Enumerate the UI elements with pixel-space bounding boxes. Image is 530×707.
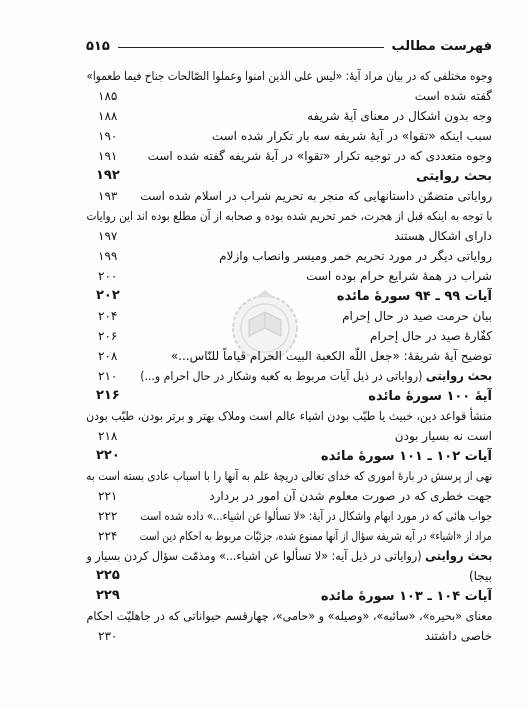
entry-page-number: ۱۹۹ — [98, 249, 118, 263]
entry-title — [140, 326, 492, 346]
toc-entry — [86, 166, 492, 186]
entry-page-number: ۱۸۵ — [98, 89, 118, 103]
entry-title — [86, 406, 492, 426]
toc-entry — [86, 226, 492, 246]
entry-page-number: ۲۲۴ — [98, 529, 118, 543]
entry-title — [140, 166, 492, 186]
entry-page-number: ۲۲۲ — [98, 509, 118, 523]
toc-entry — [86, 586, 492, 606]
entry-heading: آیات ۱۰۴ ـ ۱۰۳ سورهٔ مائده — [320, 589, 492, 604]
entry-text: وجه بدون اشکال در معنای آیهٔ شریفه — [307, 109, 492, 123]
toc-entry — [86, 286, 492, 306]
entry-page-number: ۲۰۸ — [98, 349, 118, 363]
entry-title — [140, 146, 492, 166]
entry-page-number: ۲۱۸ — [98, 429, 118, 443]
entry-title — [140, 506, 492, 526]
entry-title — [140, 346, 492, 366]
entry-text: جهت خطری که در صورت معلوم شدن آن امور در بردارد — [209, 489, 492, 503]
entry-heading: بحث روایتی — [416, 169, 492, 184]
entry-title — [86, 466, 492, 486]
header-page-number: ۵۱۵ — [86, 38, 110, 54]
entry-page-number: ۱۹۳ — [98, 189, 118, 203]
entry-text: وجوه مختلفی که در بیان مراد آیهٔ: «لیس علی الذین امنوا وعملوا الصّالحات جناح فیما طعموا» — [86, 69, 492, 83]
toc-entry — [86, 346, 492, 366]
entry-title — [140, 386, 492, 406]
entry-heading: آیهٔ ۱۰۰ سورهٔ مائده — [368, 389, 492, 404]
entry-text: (روایاتی در ذیل آیات مربوط به کعبه وشکار در حال احرام و...) — [140, 369, 423, 383]
toc-entry — [86, 206, 492, 226]
entry-page-number: ۲۰۰ — [98, 269, 118, 283]
toc-entry — [86, 306, 492, 326]
entry-text: مراد از «اشیاء» در آیه شریفه سؤال از آنها ممنوع شده، جزئیّات مربوط به احکام دین است — [140, 529, 492, 543]
entry-text: معنای «بحیره»، «سائبه»، «وصیله» و «حامی»، چهارقسم حیواناتی که در جاهلیّت احکام — [86, 609, 492, 623]
entry-title — [140, 86, 492, 106]
toc-entry — [86, 366, 492, 386]
entry-text: سبب اینکه «تقوا» در آیهٔ شریفه سه بار تکرار شده است — [211, 129, 492, 143]
entry-title — [86, 66, 492, 86]
entry-page-number: ۱۹۱ — [98, 149, 118, 163]
entry-title — [140, 286, 492, 306]
toc-entry — [86, 106, 492, 126]
entry-title — [140, 266, 492, 286]
running-header — [86, 36, 492, 56]
toc-entry — [86, 466, 492, 486]
entry-text: گفته شده است — [414, 89, 492, 103]
entry-title — [140, 186, 492, 206]
entry-page-number: ۲۲۹ — [96, 588, 120, 603]
entry-text: با توجه به اینکه قبل از هجرت، خمر تحریم شده بوده و صحابه از آن مطلع بوده اند این روایات — [86, 209, 492, 223]
entry-title — [140, 626, 492, 646]
entry-title — [140, 226, 492, 246]
entry-title — [140, 586, 492, 606]
toc-entry — [86, 146, 492, 166]
toc-entry — [86, 626, 492, 646]
entry-page-number: ۲۲۰ — [96, 448, 120, 463]
entry-title — [140, 526, 492, 546]
entry-page-number: ۲۱۶ — [96, 388, 120, 403]
toc-entry — [86, 66, 492, 86]
header-title: فهرست مطالب — [391, 38, 492, 54]
entry-page-number: ۲۳۰ — [98, 629, 118, 643]
toc-entry — [86, 486, 492, 506]
entry-text: شراب در همهٔ شرایع حرام بوده است — [306, 269, 492, 283]
entry-title — [140, 446, 492, 466]
toc-entry — [86, 506, 492, 526]
entry-heading: آیات ۱۰۲ ـ ۱۰۱ سورهٔ مائده — [320, 449, 492, 464]
entry-text: توضیح آیهٔ شریفهٔ: «جعل اللّه الکعبة البیت الحرام قیاماً للنّاس...» — [170, 349, 492, 363]
toc-entry — [86, 246, 492, 266]
toc-entry — [86, 266, 492, 286]
entry-lead: بحث روایتی — [424, 548, 492, 563]
entry-page-number: ۲۰۲ — [96, 288, 120, 303]
entry-text: نهی از پرسش در بارهٔ اموری که خدای تعالی دریچهٔ علم به آنها را با اسباب عادی بسته است به — [86, 469, 492, 483]
toc-entry — [86, 606, 492, 626]
toc-entry — [86, 566, 492, 586]
toc-entry — [86, 406, 492, 426]
toc-entry — [86, 86, 492, 106]
entry-text: کفّارهٔ صید در حال إحرام — [370, 329, 492, 343]
entry-title — [86, 546, 492, 566]
toc-entry — [86, 526, 492, 546]
entry-title — [140, 306, 492, 326]
entry-text: وجوه متعددی که در توجیه تکرار «تقوا» در آیهٔ شریفه گفته شده است — [147, 149, 492, 163]
entry-text: دارای اشکال هستند — [394, 229, 492, 243]
entry-page-number: ۲۱۰ — [98, 369, 118, 383]
toc-entry — [86, 386, 492, 406]
entry-text: است نه بسیار بودن — [394, 429, 492, 443]
entry-title — [140, 366, 492, 386]
entry-title — [140, 106, 492, 126]
entry-title — [140, 426, 492, 446]
header-rule — [118, 47, 384, 48]
toc-entry — [86, 126, 492, 146]
entry-text: خاصی داشتند — [424, 629, 492, 643]
entry-page-number: ۱۸۸ — [98, 109, 118, 123]
entry-title — [86, 606, 492, 626]
entry-text: روایاتی متضمّن داستانهایی که منجر به تحریم شراب در اسلام شده است — [140, 189, 492, 203]
entry-page-number: ۲۰۴ — [98, 309, 118, 323]
entry-title — [140, 486, 492, 506]
entry-text: جواب هائی که در مورد ابهام واشکال در آیهٔ: «لا تسألوا عن اشیاء...» داده شده است — [140, 509, 492, 523]
entry-page-number: ۱۹۲ — [96, 168, 120, 183]
entry-title — [140, 566, 492, 586]
entry-title — [140, 126, 492, 146]
entry-page-number: ۱۹۷ — [98, 229, 118, 243]
entry-heading: آیات ۹۹ ـ ۹۴ سورهٔ مائده — [336, 289, 492, 304]
toc-entry — [86, 546, 492, 566]
entry-title — [86, 206, 492, 226]
toc-entry — [86, 446, 492, 466]
table-of-contents — [86, 66, 492, 646]
entry-text: منشأ قواعد دین، خبیث یا طیّب بودن اشیاء عالم است وملاک بهتر و برتر بودن، طیّب بودن — [86, 409, 492, 423]
entry-page-number: ۲۲۵ — [96, 568, 120, 583]
entry-page-number: ۲۲۱ — [98, 489, 118, 503]
toc-entry — [86, 426, 492, 446]
entry-text: بیجا) — [468, 569, 492, 583]
entry-lead: بحث روایتی — [425, 368, 492, 383]
entry-text: (روایاتی در ذیل آیه: «لا تسألوا عن اشیاء...» ومذمّت سؤال کردن بسیار و — [86, 549, 422, 563]
entry-title — [140, 246, 492, 266]
entry-page-number: ۱۹۰ — [98, 129, 118, 143]
entry-text: بیان حرمت صید در حال إحرام — [342, 309, 492, 323]
entry-page-number: ۲۰۶ — [98, 329, 118, 343]
entry-text: روایاتی دیگر در مورد تحریم خمر ومیسر وانصاب وازلام — [219, 249, 492, 263]
toc-entry — [86, 326, 492, 346]
toc-entry — [86, 186, 492, 206]
